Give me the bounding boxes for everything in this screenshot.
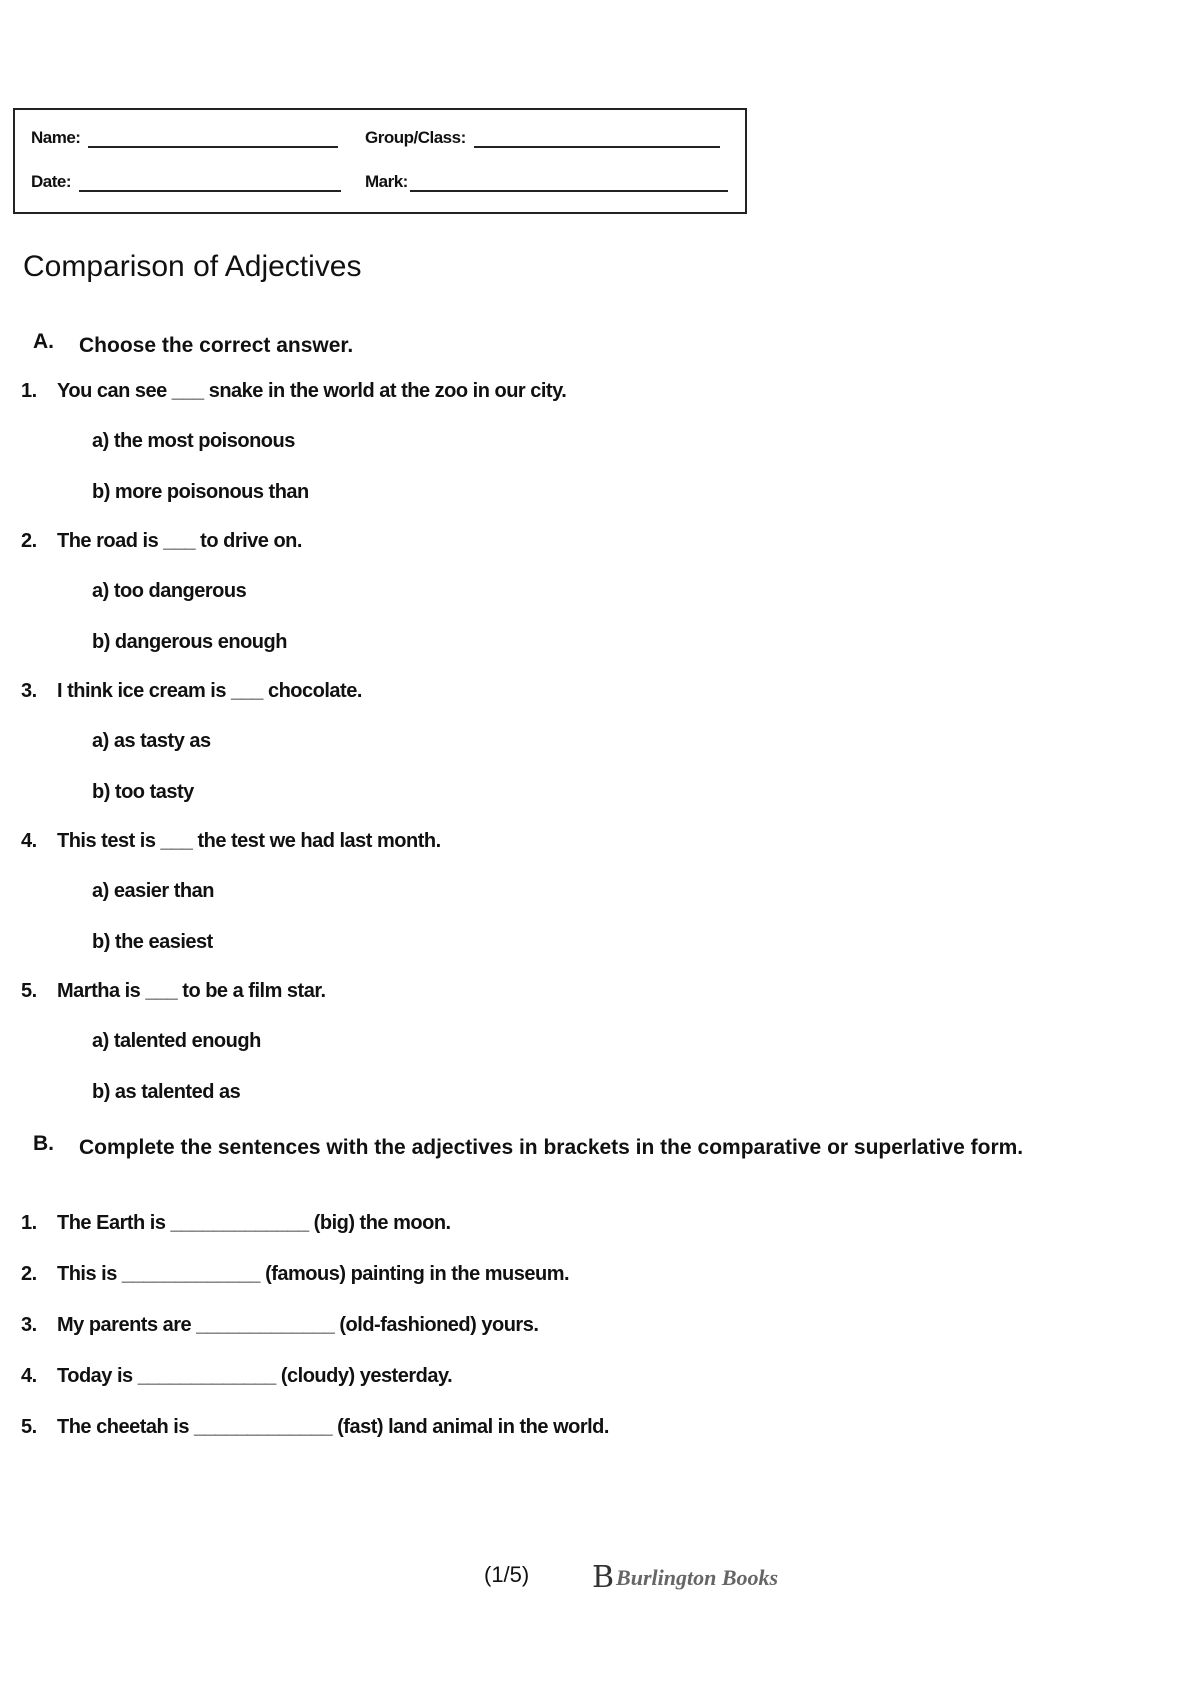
question-text: Martha is ___ to be a film star. — [57, 980, 326, 1002]
option-a3-b[interactable]: b) too tasty — [92, 781, 194, 803]
question-text: I think ice cream is ___ chocolate. — [57, 680, 362, 702]
question-b3 — [21, 1314, 538, 1337]
publisher-name: Burlington Books — [616, 1564, 779, 1590]
page-title: Comparison of Adjectives — [23, 250, 362, 283]
question-text: The Earth is _____________ (big) the moon. — [57, 1212, 451, 1234]
student-info-box — [13, 108, 747, 214]
question-text: This is _____________ (famous) painting in the museum. — [57, 1263, 570, 1285]
question-a1 — [21, 380, 566, 403]
info-row-1 — [31, 128, 720, 148]
question-number: 3. — [21, 1314, 37, 1336]
question-a4 — [21, 830, 441, 853]
mark-label: Mark: — [365, 172, 408, 191]
section-a-letter: A. — [33, 330, 54, 353]
question-text: You can see ___ snake in the world at the zoo in our city. — [57, 380, 567, 402]
publisher-logo — [592, 1560, 778, 1595]
option-a5-b[interactable]: b) as talented as — [92, 1081, 241, 1103]
question-text: My parents are _____________ (old-fashioned) yours. — [57, 1314, 539, 1336]
question-a5 — [21, 980, 326, 1003]
page-number: (1/5) — [484, 1562, 530, 1587]
name-label: Name: — [31, 128, 81, 147]
question-b5 — [21, 1416, 609, 1439]
question-a3 — [21, 680, 362, 703]
option-a4-a[interactable]: a) easier than — [92, 880, 214, 902]
question-number: 3. — [21, 680, 37, 702]
question-number: 2. — [21, 530, 37, 552]
date-field[interactable] — [79, 172, 341, 192]
question-text: Today is _____________ (cloudy) yesterday. — [57, 1365, 453, 1387]
question-b1 — [21, 1212, 451, 1235]
mark-field[interactable] — [410, 172, 728, 192]
section-b-instruction: Complete the sentences with the adjectives in brackets in the comparative or superlative form. — [79, 1136, 1024, 1159]
question-b4 — [21, 1365, 452, 1388]
option-a2-b[interactable]: b) dangerous enough — [92, 631, 287, 653]
section-a-heading — [33, 330, 1113, 361]
info-row-2 — [31, 172, 728, 192]
question-number: 4. — [21, 830, 37, 852]
question-number: 1. — [21, 1212, 37, 1234]
question-text: This test is ___ the test we had last month. — [57, 830, 441, 852]
section-b-letter: B. — [33, 1132, 54, 1155]
question-text: The road is ___ to drive on. — [57, 530, 302, 552]
question-number: 1. — [21, 380, 37, 402]
question-a2 — [21, 530, 302, 553]
question-number: 5. — [21, 1416, 37, 1438]
option-a2-a[interactable]: a) too dangerous — [92, 580, 247, 602]
option-a1-b[interactable]: b) more poisonous than — [92, 481, 309, 503]
question-number: 5. — [21, 980, 37, 1002]
question-text: The cheetah is _____________ (fast) land animal in the world. — [57, 1416, 609, 1438]
option-a1-a[interactable]: a) the most poisonous — [92, 430, 295, 452]
question-number: 2. — [21, 1263, 37, 1285]
group-label: Group/Class: — [365, 128, 466, 147]
date-label: Date: — [31, 172, 72, 191]
question-number: 4. — [21, 1365, 37, 1387]
section-a-instruction: Choose the correct answer. — [79, 334, 354, 357]
group-field[interactable] — [474, 128, 720, 148]
section-b-heading — [33, 1132, 1113, 1163]
option-a3-a[interactable]: a) as tasty as — [92, 730, 211, 752]
option-a4-b[interactable]: b) the easiest — [92, 931, 213, 953]
question-b2 — [21, 1263, 569, 1286]
book-icon: B — [592, 1560, 615, 1595]
option-a5-a[interactable]: a) talented enough — [92, 1030, 261, 1052]
name-field[interactable] — [88, 128, 338, 148]
